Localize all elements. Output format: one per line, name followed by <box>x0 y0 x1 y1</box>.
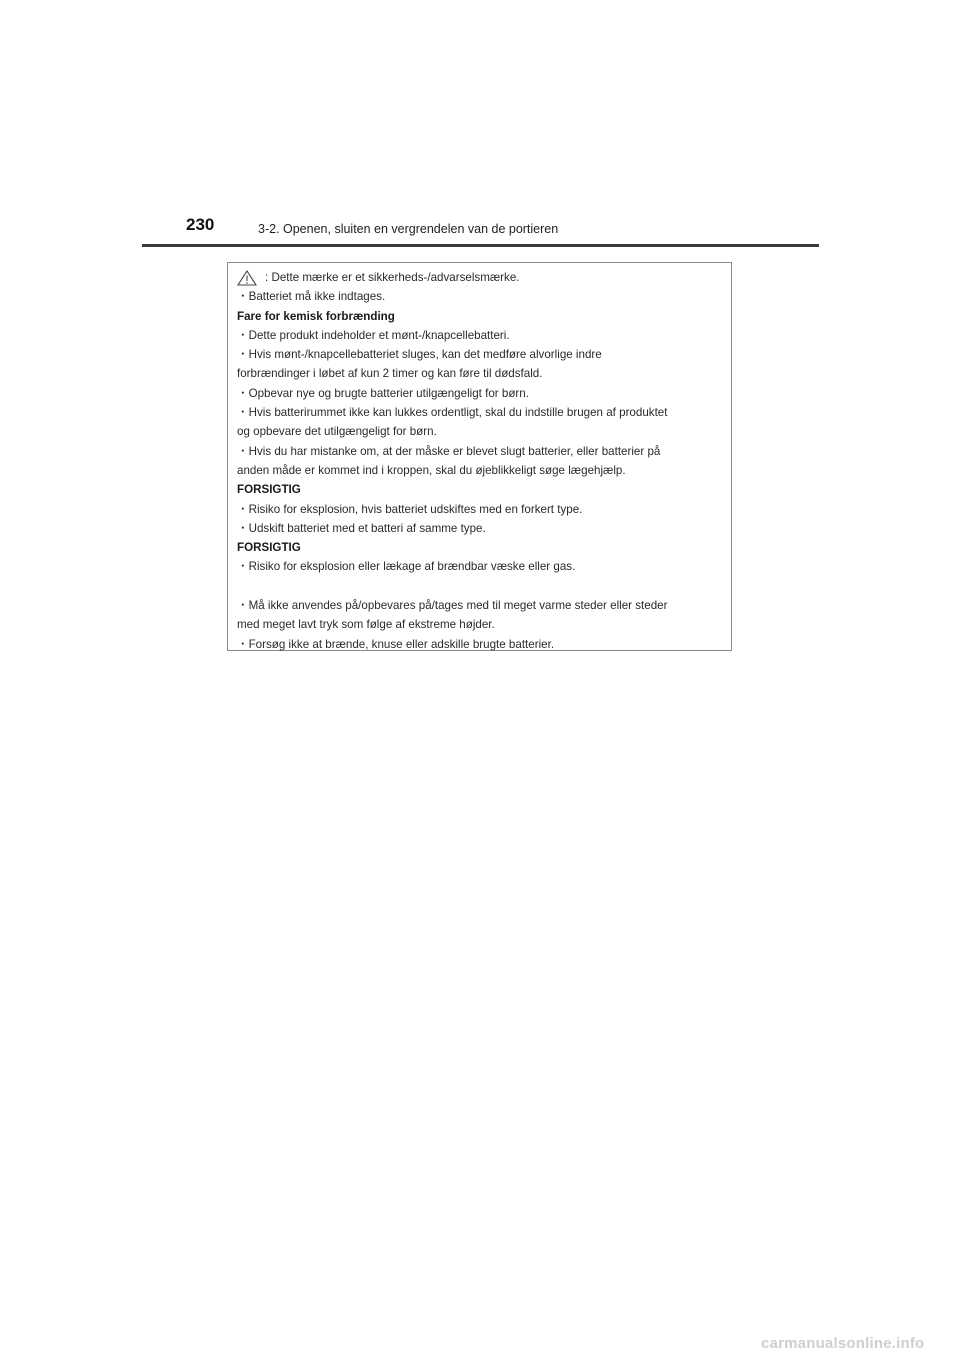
section-title: 3-2. Openen, sluiten en vergrendelen van de portieren <box>258 222 559 236</box>
label-line-warning <box>237 268 725 287</box>
label-line: anden måde er kommet ind i kroppen, skal du øjeblikkeligt søge lægehjælp. <box>237 463 626 477</box>
label-line: ・Risiko for eksplosion, hvis batteriet udskiftes med en forkert type. <box>237 502 583 516</box>
label-line: forbrændinger i løbet af kun 2 timer og kan føre til dødsfald. <box>237 367 543 381</box>
label-line: og opbevare det utilgængeligt for børn. <box>237 425 437 439</box>
label-line: ・Forsøg ikke at brænde, knuse eller adskille brugte batterier. <box>237 637 555 651</box>
label-line: ・Batteriet må ikke indtages. <box>237 290 386 304</box>
label-heading: Fare for kemisk forbrænding <box>237 309 395 323</box>
label-heading: FORSIGTIG <box>237 483 301 497</box>
header-rule <box>142 244 819 247</box>
label-line: ・Opbevar nye og brugte batterier utilgængeligt for børn. <box>237 386 529 400</box>
label-line: ・Dette produkt indeholder et mønt-/knapcellebatteri. <box>237 328 510 342</box>
label-spacer <box>237 577 725 596</box>
label-line: ・Hvis du har mistanke om, at der måske er blevet slugt batterier, eller batterier på <box>237 444 661 458</box>
label-line: ・Må ikke anvendes på/opbevares på/tages med til meget varme steder eller steder <box>237 599 668 613</box>
page-number: 230 <box>186 215 215 234</box>
label-line: ・Hvis batterirummet ikke kan lukkes ordentligt, skal du indstille brugen af produktet <box>237 406 668 420</box>
label-line-text: : Dette mærke er et sikkerheds-/advarselsmærke. <box>265 271 520 284</box>
label-line: ・Udskift batteriet med et batteri af samme type. <box>237 521 486 535</box>
label-line: ・Risiko for eksplosion eller lækage af brændbar væske eller gas. <box>237 560 576 574</box>
watermark: carmanualsonline.info <box>761 1335 925 1352</box>
battery-warning-label <box>227 262 732 651</box>
label-line: ・Hvis mønt-/knapcellebatteriet sluges, kan det medføre alvorlige indre <box>237 348 602 362</box>
warning-triangle-icon <box>237 270 257 286</box>
label-line: med meget lavt tryk som følge af ekstreme højder. <box>237 618 495 632</box>
label-heading: FORSIGTIG <box>237 541 301 555</box>
